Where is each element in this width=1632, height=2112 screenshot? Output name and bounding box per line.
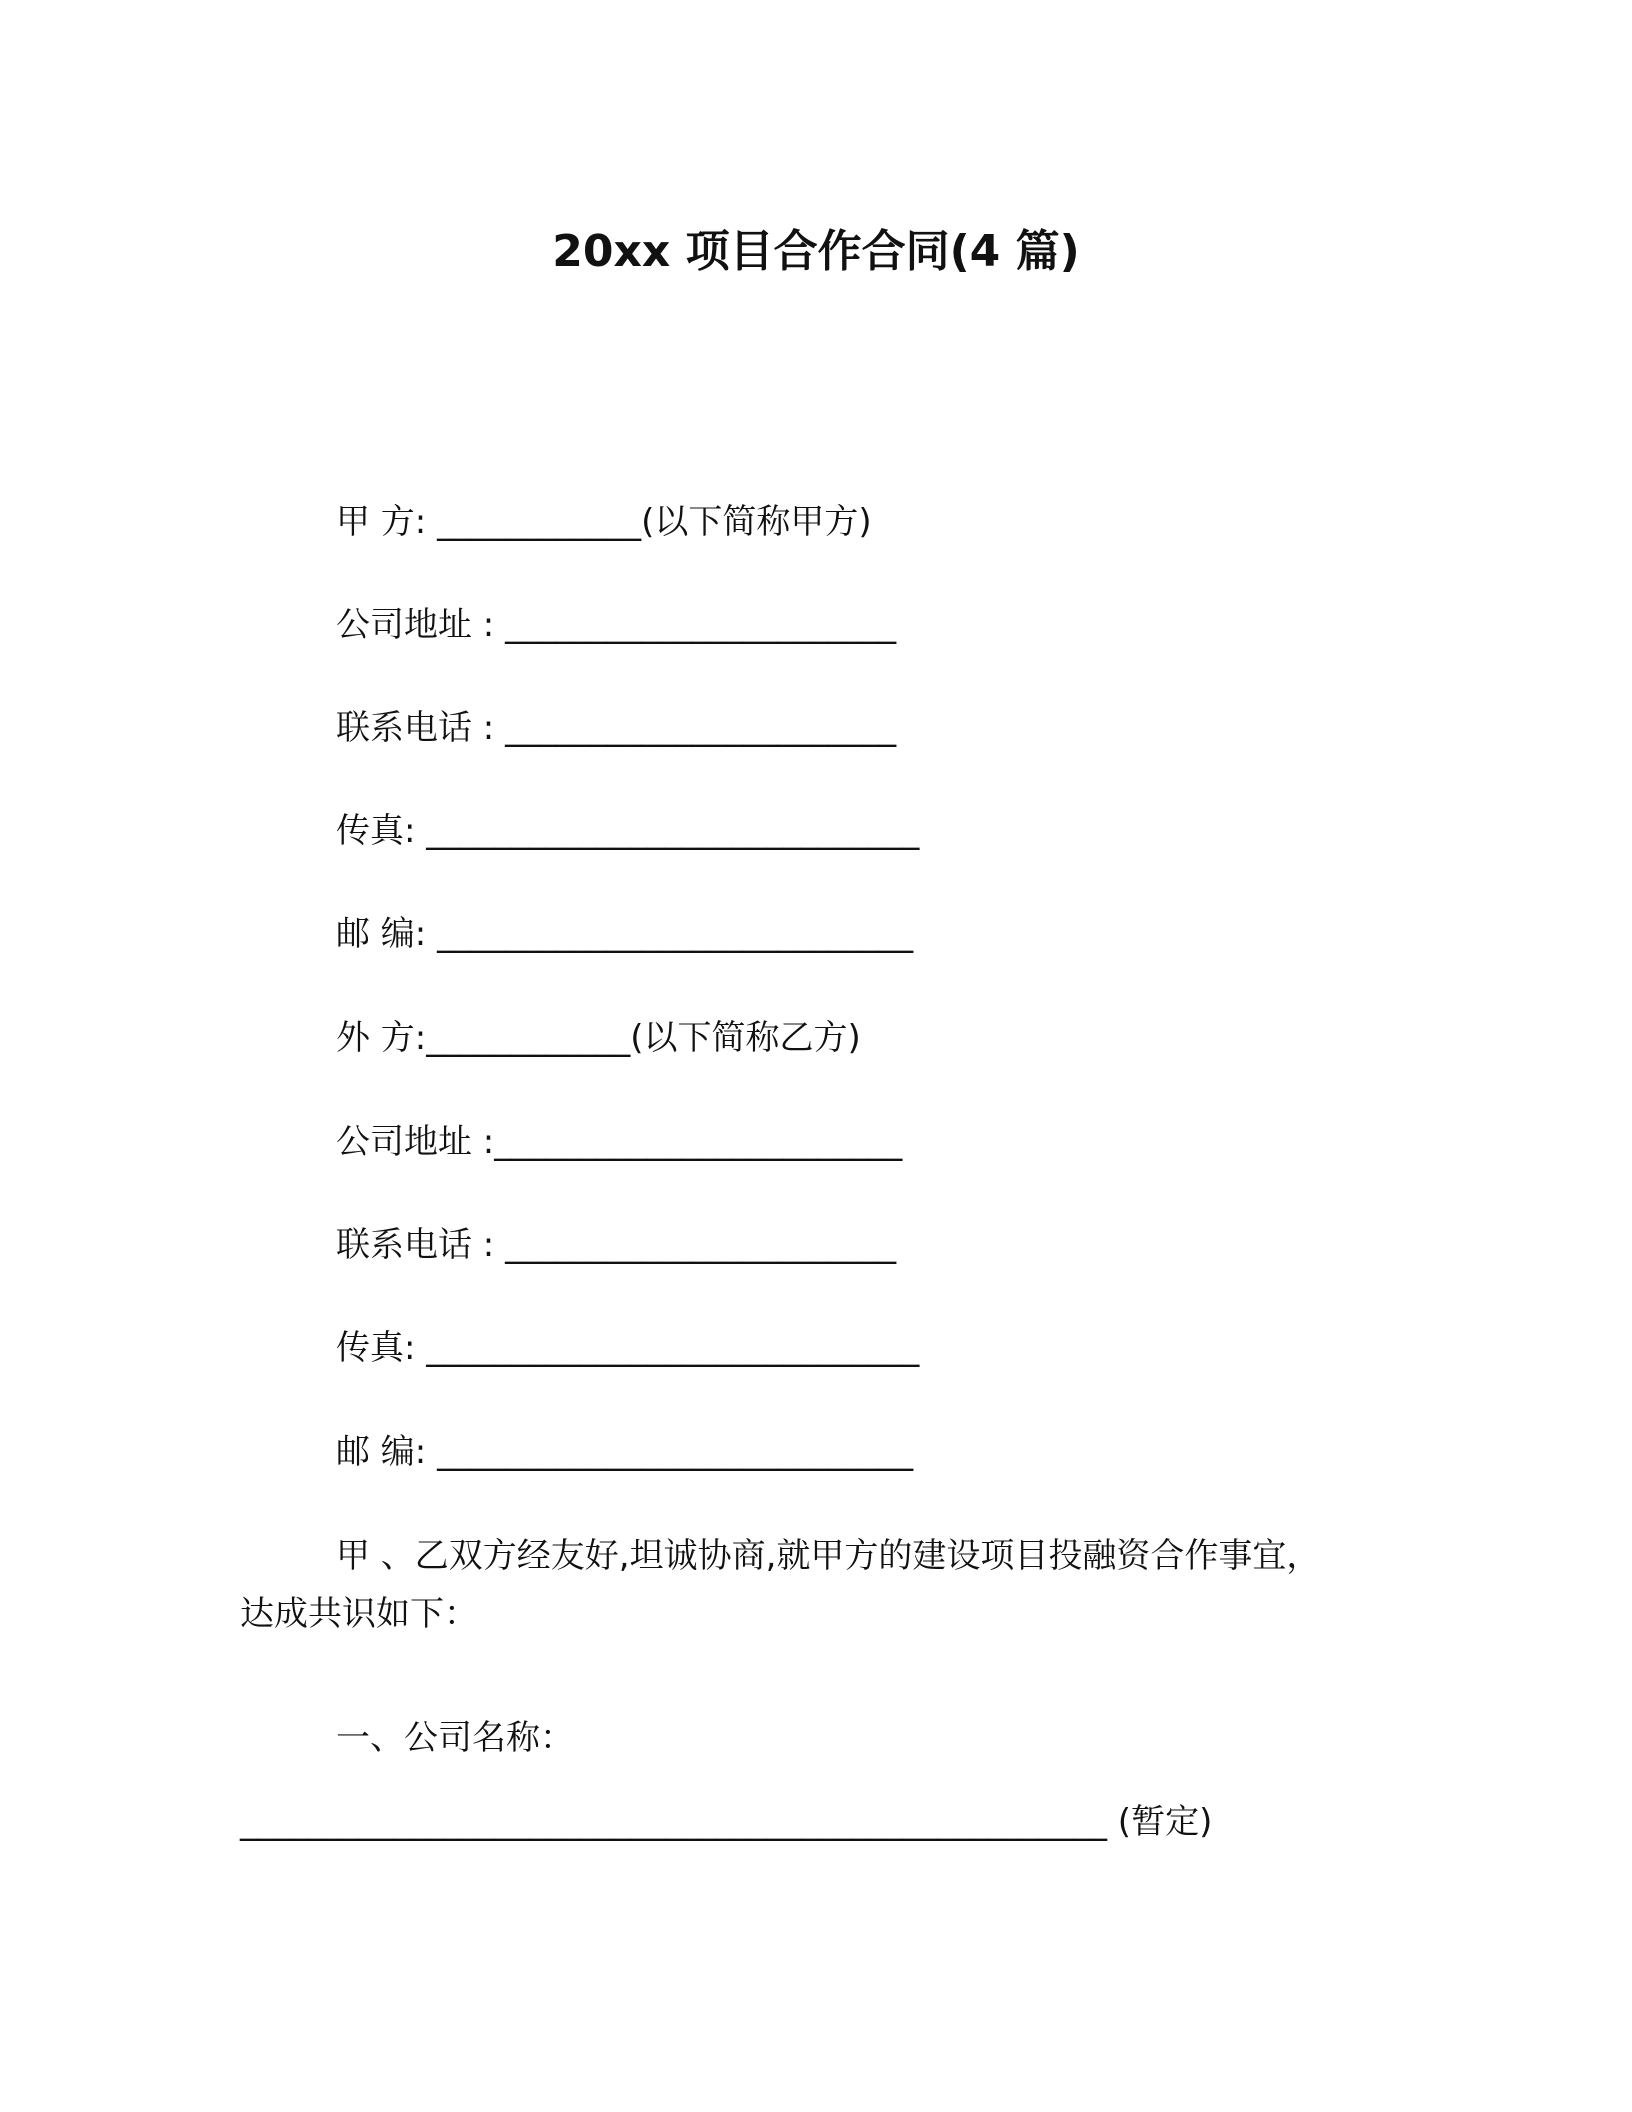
party-b-address-field: 公司地址 :________________________ [336, 1122, 903, 1162]
party-a-fax-field: 传真: _____________________________ [336, 811, 920, 851]
intro-line-1: 甲 、乙双方经友好,坦诚协商,就甲方的建设项目投融资合作事宜， [336, 1536, 1321, 1576]
party-a-postcode-field: 邮 编: ____________________________ [336, 914, 914, 954]
section-1-heading: 一、公司名称： [336, 1718, 574, 1758]
party-b-postcode-field: 邮 编: ____________________________ [336, 1432, 914, 1472]
party-a-name-field: 甲 方: ____________(以下简称甲方) [336, 502, 872, 542]
party-b-fax-field: 传真: _____________________________ [336, 1328, 920, 1368]
document-title: 20xx 项目合作合同(4 篇) [552, 226, 1080, 277]
party-b-name-field: 外 方:____________(以下简称乙方) [336, 1018, 861, 1058]
intro-paragraph [240, 1534, 1400, 1636]
company-name-blank: ___________________________________________________ (暂定) [240, 1802, 1213, 1842]
intro-line-2: 达成共识如下： [240, 1594, 478, 1634]
party-a-phone-field: 联系电话 : _______________________ [336, 708, 897, 748]
party-b-phone-field: 联系电话 : _______________________ [336, 1225, 897, 1265]
party-a-address-field: 公司地址 : _______________________ [336, 605, 897, 645]
